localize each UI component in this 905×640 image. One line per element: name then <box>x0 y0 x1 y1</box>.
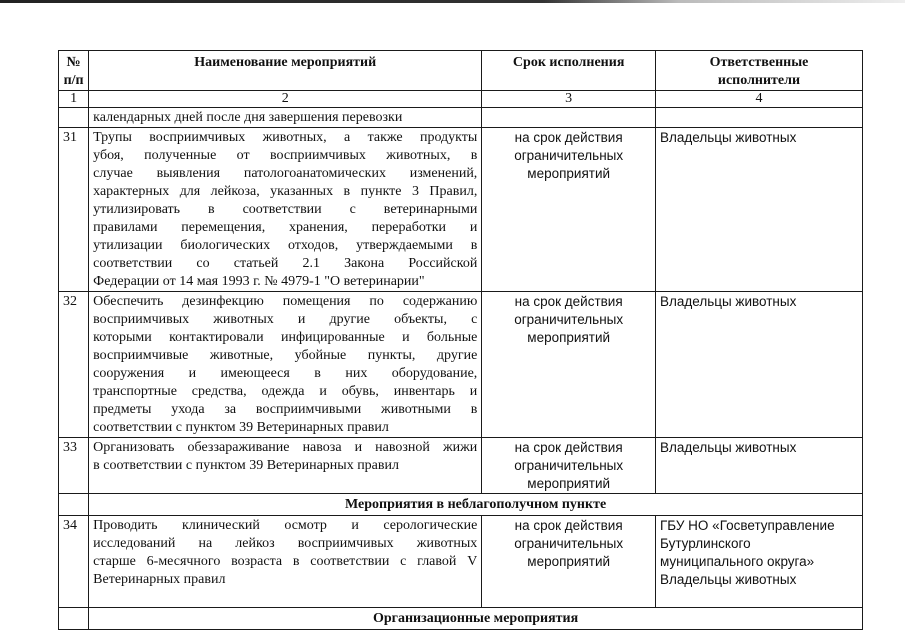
measure-line: соответствии с пунктом 39 Ветеринарных правил <box>93 420 389 435</box>
term-cell <box>482 516 656 608</box>
measures-table <box>58 50 863 630</box>
responsible-line: Владельцы животных <box>660 572 797 587</box>
section-heading: Организационные мероприятия <box>89 608 863 630</box>
measure-line: старше 6-месячного возраста в соответствии с главой V <box>93 554 478 569</box>
table-row <box>59 128 863 292</box>
measure-line: Организовать обеззараживание навоза и навозной жижи <box>93 440 478 455</box>
responsible-line: Владельцы животных <box>660 294 797 309</box>
responsible-cell <box>656 516 863 608</box>
index-cell: 4 <box>656 91 863 108</box>
measure-line: Трупы восприимчивых животных, а также продукты <box>93 130 478 145</box>
section-heading: Мероприятия в неблагополучном пункте <box>89 494 863 516</box>
term-line: на срок действия <box>514 440 623 455</box>
term-line: ограничительных <box>514 148 624 163</box>
term-line: мероприятий <box>527 476 611 491</box>
header-term: Срок исполнения <box>482 51 656 91</box>
term-line: на срок действия <box>514 294 623 309</box>
measure-line: соответствии со статьей 2.1 Закона Российской <box>93 256 478 271</box>
rows-group <box>59 516 863 608</box>
term-line: на срок действия <box>514 130 623 145</box>
measure-line: которыми контактировали инфицированные и больные <box>93 330 478 345</box>
measure-line: предметы ухода за восприимчивыми животными в <box>93 402 478 417</box>
measure-line: убоя, полученные от восприимчивых животных, в <box>93 148 478 163</box>
responsible-line: Бутурлинского <box>660 536 751 551</box>
table-row <box>59 438 863 494</box>
measure-line: правилами перемещения, хранения, переработки и <box>93 220 478 235</box>
spacer <box>93 589 477 607</box>
term-line: мероприятий <box>527 554 611 569</box>
section-heading-row <box>59 494 863 516</box>
measure-line: транспортные средства, одежда и обувь, инвентарь и <box>93 384 478 399</box>
responsible-line: Владельцы животных <box>660 440 797 455</box>
row-number: 34 <box>59 516 89 608</box>
table-row <box>59 516 863 608</box>
term-line: мероприятий <box>527 330 611 345</box>
header-name: Наименование мероприятий <box>89 51 482 91</box>
measure-line: утилизации биологических отходов, утверждаемыми в <box>93 238 478 253</box>
table-row <box>59 292 863 438</box>
responsible-line: муниципального округа» <box>660 554 815 569</box>
term-cell <box>482 292 656 438</box>
continuation-row <box>59 108 863 128</box>
row-number: 33 <box>59 438 89 494</box>
header-responsible: Ответственные исполнители <box>656 51 863 91</box>
row-number: 31 <box>59 128 89 292</box>
index-cell: 3 <box>482 91 656 108</box>
measure-line: утилизировать в соответствии с ветеринарными <box>93 202 478 217</box>
measure-line: Ветеринарных правил <box>93 572 226 587</box>
rows-group <box>59 128 863 494</box>
measure-text <box>89 292 482 438</box>
responsible-line: Владельцы животных <box>660 130 797 145</box>
measure-line: сооружения и имеющееся в них оборудование, <box>93 366 478 381</box>
scan-edge-line <box>0 0 905 3</box>
section-heading-row <box>59 608 863 630</box>
measure-line: в соответствии с пунктом 39 Ветеринарных правил <box>93 458 399 473</box>
measure-line: восприимчивые животные, убойные пункты, другие <box>93 348 478 363</box>
term-line: на срок действия <box>514 518 623 533</box>
measure-line: Федерации от 14 мая 1993 г. № 4979-1 "О ветеринарии" <box>93 274 425 289</box>
index-cell: 1 <box>59 91 89 108</box>
measure-text <box>89 516 482 608</box>
index-cell: 2 <box>89 91 482 108</box>
measure-line: Обеспечить дезинфекцию помещения по содержанию <box>93 294 478 309</box>
term-cell <box>482 438 656 494</box>
row-number: 32 <box>59 292 89 438</box>
term-cell <box>482 128 656 292</box>
responsible-cell <box>656 128 863 292</box>
measure-text <box>89 438 482 494</box>
column-index-row <box>59 91 863 108</box>
responsible-cell <box>656 292 863 438</box>
continuation-text: календарных дней после дня завершения перевозки <box>89 108 482 128</box>
term-line: ограничительных <box>514 312 624 327</box>
table-header-row <box>59 51 863 91</box>
measure-text <box>89 128 482 292</box>
measure-line: исследований на лейкоз восприимчивых животных <box>93 536 478 551</box>
term-line: ограничительных <box>514 458 624 473</box>
responsible-line: ГБУ НО «Госветуправление <box>660 518 835 533</box>
term-line: ограничительных <box>514 536 624 551</box>
measure-line: восприимчивых животных и другие объекты, с <box>93 312 478 327</box>
measure-line: случае выявления патологоанатомических изменений, <box>93 166 478 181</box>
term-line: мероприятий <box>527 166 611 181</box>
measure-line: характерных для лейкоза, указанных в пункте 3 Правил, <box>93 184 478 199</box>
header-num: № п/п <box>59 51 89 91</box>
responsible-cell <box>656 438 863 494</box>
measure-line: Проводить клинический осмотр и серологические <box>93 518 478 533</box>
